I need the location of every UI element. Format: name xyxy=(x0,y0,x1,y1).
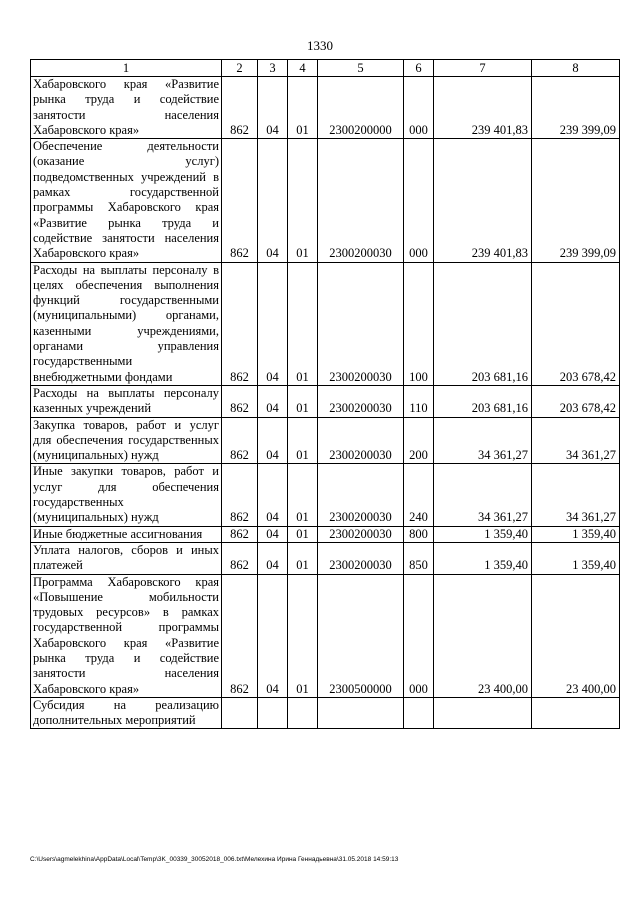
row-cell-c6: 000 xyxy=(404,77,434,139)
table-row xyxy=(31,262,620,385)
row-cell-c5: 2300200000 xyxy=(318,77,404,139)
row-cell-c2: 862 xyxy=(222,464,258,526)
row-name-cell: Субсидия на реализацию дополнительных мероприятий xyxy=(31,697,222,729)
row-name-cell: Расходы на выплаты персоналу в целях обеспечения выполнения функций государственными (муниципальными) органами, казенными учреждениями, органами управления государственными внебюджетными фондами xyxy=(31,262,222,385)
row-cell-c7 xyxy=(434,697,532,729)
row-cell-c5: 2300200030 xyxy=(318,262,404,385)
row-cell-c7: 23 400,00 xyxy=(434,574,532,697)
row-cell-c4: 01 xyxy=(288,385,318,417)
row-cell-c4: 01 xyxy=(288,262,318,385)
row-cell-c3: 04 xyxy=(258,417,288,464)
row-cell-c5: 2300200030 xyxy=(318,417,404,464)
row-cell-c4: 01 xyxy=(288,574,318,697)
row-cell-c4: 01 xyxy=(288,464,318,526)
row-cell-c8: 239 399,09 xyxy=(532,139,620,262)
row-cell-c4: 01 xyxy=(288,139,318,262)
row-cell-c6: 200 xyxy=(404,417,434,464)
row-cell-c8 xyxy=(532,697,620,729)
row-cell-c6: 000 xyxy=(404,574,434,697)
row-cell-c7: 1 359,40 xyxy=(434,542,532,574)
row-cell-c4: 01 xyxy=(288,526,318,542)
row-cell-c4: 01 xyxy=(288,77,318,139)
row-cell-c5: 2300200030 xyxy=(318,464,404,526)
row-cell-c6 xyxy=(404,697,434,729)
row-cell-c5 xyxy=(318,697,404,729)
row-name-cell: Закупка товаров, работ и услуг для обеспечения государственных (муниципальных) нужд xyxy=(31,417,222,464)
row-cell-c2: 862 xyxy=(222,526,258,542)
row-cell-c8: 203 678,42 xyxy=(532,385,620,417)
budget-table xyxy=(30,59,620,729)
row-cell-c8: 1 359,40 xyxy=(532,542,620,574)
table-row xyxy=(31,464,620,526)
row-cell-c4: 01 xyxy=(288,542,318,574)
row-cell-c3: 04 xyxy=(258,464,288,526)
row-cell-c2: 862 xyxy=(222,77,258,139)
table-row xyxy=(31,417,620,464)
row-name-cell: Программа Хабаровского края «Повышение мобильности трудовых ресурсов» в рамках государственной программы Хабаровского края «Развитие рынка труда и содействие занятости населения Хабаровского края» xyxy=(31,574,222,697)
row-cell-c3: 04 xyxy=(258,139,288,262)
row-cell-c7: 34 361,27 xyxy=(434,464,532,526)
row-cell-c7: 203 681,16 xyxy=(434,262,532,385)
row-cell-c2: 862 xyxy=(222,542,258,574)
row-cell-c8: 1 359,40 xyxy=(532,526,620,542)
page-number: 1330 xyxy=(307,38,333,53)
row-cell-c5: 2300200030 xyxy=(318,526,404,542)
column-header: 3 xyxy=(258,60,288,77)
row-cell-c2: 862 xyxy=(222,417,258,464)
row-cell-c3: 04 xyxy=(258,262,288,385)
table-row xyxy=(31,385,620,417)
row-cell-c7: 34 361,27 xyxy=(434,417,532,464)
row-cell-c3: 04 xyxy=(258,574,288,697)
table-row xyxy=(31,697,620,729)
row-cell-c5: 2300500000 xyxy=(318,574,404,697)
row-cell-c2: 862 xyxy=(222,262,258,385)
table-row xyxy=(31,574,620,697)
row-cell-c6: 000 xyxy=(404,139,434,262)
table-row xyxy=(31,77,620,139)
row-cell-c8: 239 399,09 xyxy=(532,77,620,139)
row-cell-c7: 203 681,16 xyxy=(434,385,532,417)
column-header: 1 xyxy=(31,60,222,77)
column-header: 2 xyxy=(222,60,258,77)
row-cell-c2: 862 xyxy=(222,385,258,417)
column-header: 4 xyxy=(288,60,318,77)
row-name-cell: Уплата налогов, сборов и иных платежей xyxy=(31,542,222,574)
row-cell-c3: 04 xyxy=(258,526,288,542)
row-cell-c2: 862 xyxy=(222,574,258,697)
row-cell-c6: 800 xyxy=(404,526,434,542)
table-row xyxy=(31,139,620,262)
row-cell-c7: 239 401,83 xyxy=(434,139,532,262)
row-name-cell: Иные бюджетные ассигнования xyxy=(31,526,222,542)
column-header: 5 xyxy=(318,60,404,77)
row-cell-c5: 2300200030 xyxy=(318,139,404,262)
row-cell-c4: 01 xyxy=(288,417,318,464)
row-cell-c3: 04 xyxy=(258,385,288,417)
row-cell-c6: 240 xyxy=(404,464,434,526)
row-cell-c8: 34 361,27 xyxy=(532,417,620,464)
table-row xyxy=(31,526,620,542)
column-header: 7 xyxy=(434,60,532,77)
row-cell-c6: 100 xyxy=(404,262,434,385)
table-header-row xyxy=(31,60,620,77)
row-cell-c8: 34 361,27 xyxy=(532,464,620,526)
row-cell-c2 xyxy=(222,697,258,729)
row-name-cell: Обеспечение деятельности (оказание услуг) подведомственных учреждений в рамках государственной программы Хабаровского края «Развитие рынка труда и содействие занятости населения Хабаровского края» xyxy=(31,139,222,262)
row-cell-c7: 239 401,83 xyxy=(434,77,532,139)
row-cell-c3 xyxy=(258,697,288,729)
row-cell-c3: 04 xyxy=(258,542,288,574)
row-name-cell: Иные закупки товаров, работ и услуг для обеспечения государственных (муниципальных) нужд xyxy=(31,464,222,526)
row-cell-c5: 2300200030 xyxy=(318,542,404,574)
row-cell-c5: 2300200030 xyxy=(318,385,404,417)
row-name-cell: Расходы на выплаты персоналу казенных учреждений xyxy=(31,385,222,417)
column-header: 8 xyxy=(532,60,620,77)
row-cell-c4 xyxy=(288,697,318,729)
row-cell-c2: 862 xyxy=(222,139,258,262)
table-row xyxy=(31,542,620,574)
row-cell-c8: 203 678,42 xyxy=(532,262,620,385)
row-cell-c6: 110 xyxy=(404,385,434,417)
file-path-footer: C:\Users\agmelekhina\AppData\Local\Temp\3K_00339_30052018_006.txt\Мелехина Ирина Геннадьевна\31.05.2018 14:59:13 xyxy=(30,856,399,863)
row-name-cell: Хабаровского края «Развитие рынка труда и содействие занятости населения Хабаровского края» xyxy=(31,77,222,139)
row-cell-c3: 04 xyxy=(258,77,288,139)
column-header: 6 xyxy=(404,60,434,77)
row-cell-c8: 23 400,00 xyxy=(532,574,620,697)
row-cell-c6: 850 xyxy=(404,542,434,574)
row-cell-c7: 1 359,40 xyxy=(434,526,532,542)
